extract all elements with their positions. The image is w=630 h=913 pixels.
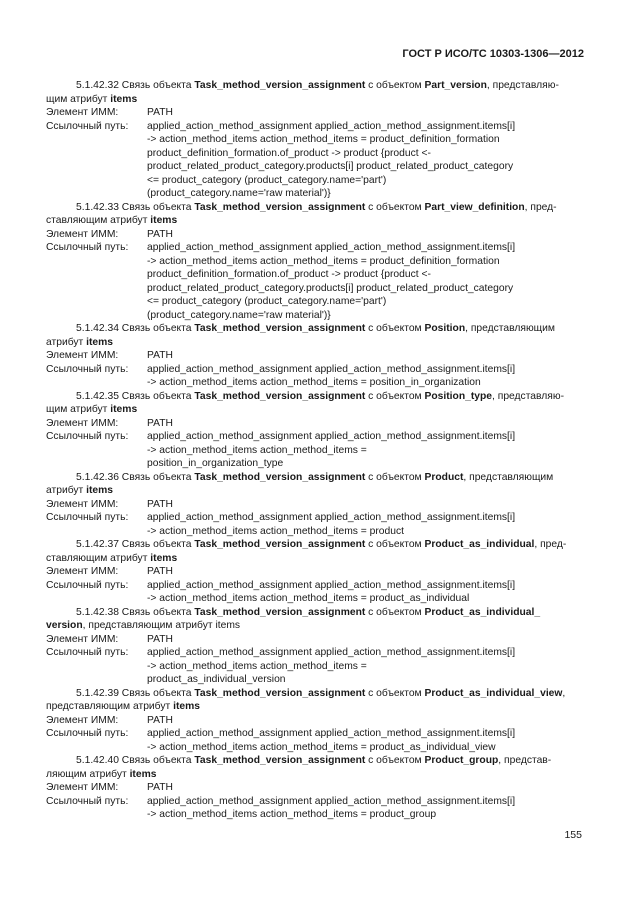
heading-text: , представляющим атрибут items bbox=[82, 620, 241, 631]
entity-name: Task_method_version_assignment bbox=[194, 539, 366, 550]
clause-section bbox=[46, 606, 586, 687]
mim-element-label: Элемент ИММ: bbox=[46, 417, 119, 429]
reference-path-row bbox=[46, 511, 586, 538]
entity-name: Task_method_version_assignment bbox=[194, 323, 366, 334]
reference-path-line: position_in_organization_type bbox=[147, 458, 284, 469]
heading-line bbox=[46, 322, 586, 336]
heading-line bbox=[46, 700, 586, 714]
reference-path-line: applied_action_method_assignment applied_action_method_assignment.items[i] bbox=[147, 120, 516, 132]
attribute-name: items bbox=[86, 336, 113, 348]
heading-line bbox=[46, 552, 586, 566]
mim-element-label: Элемент ИММ: bbox=[46, 566, 119, 577]
reference-path-line: -> action_method_items action_method_items = product bbox=[147, 525, 404, 537]
heading-text: с объектом bbox=[365, 755, 425, 766]
attribute-name: items bbox=[150, 215, 178, 226]
entity-name: Task_method_version_assignment bbox=[194, 390, 366, 402]
page-number: 155 bbox=[564, 829, 582, 841]
heading-text: , пред- bbox=[524, 201, 557, 213]
heading-line bbox=[46, 768, 586, 782]
heading-text: , представляю- bbox=[492, 390, 564, 402]
reference-path-line: applied_action_method_assignment applied_action_method_assignment.items[i] bbox=[147, 795, 516, 807]
reference-path-line: -> action_method_items action_method_items = bbox=[147, 444, 367, 456]
heading-line bbox=[46, 390, 586, 404]
heading-text: атрибут bbox=[46, 336, 87, 348]
entity-name: Position_type bbox=[424, 390, 493, 402]
reference-path-label: Ссылочный путь: bbox=[46, 512, 129, 523]
heading-text: , представляю- bbox=[486, 80, 559, 91]
reference-path-value bbox=[147, 795, 586, 822]
mim-element-label: Элемент ИММ: bbox=[46, 350, 119, 361]
reference-path-label: Ссылочный путь: bbox=[46, 120, 129, 132]
entity-name: Task_method_version_assignment bbox=[194, 201, 366, 213]
reference-path-line: -> action_method_items action_method_items = product_as_individual_view bbox=[147, 741, 496, 753]
entity-name: Part_version bbox=[424, 80, 487, 91]
reference-path-line: applied_action_method_assignment applied_action_method_assignment.items[i] bbox=[147, 363, 516, 375]
attribute-name: items bbox=[86, 485, 113, 496]
clause-section bbox=[46, 79, 586, 201]
mim-element-row bbox=[46, 714, 586, 728]
reference-path-value bbox=[147, 241, 586, 322]
heading-text: атрибут bbox=[46, 485, 87, 496]
heading-text: с объектом bbox=[365, 323, 425, 334]
entity-name: Task_method_version_assignment bbox=[194, 471, 366, 483]
entity-name: Task_method_version_assignment bbox=[194, 755, 366, 766]
mim-element-row bbox=[46, 349, 586, 363]
mim-element-value: PATH bbox=[147, 498, 173, 510]
attribute-name: version bbox=[46, 620, 83, 631]
mim-element-value: PATH bbox=[147, 350, 173, 361]
heading-text: с объектом bbox=[365, 539, 425, 550]
mim-element-label: Элемент ИММ: bbox=[46, 107, 119, 118]
reference-path-label: Ссылочный путь: bbox=[46, 647, 129, 658]
clause-section bbox=[46, 322, 586, 390]
reference-path-line: -> action_method_items action_method_items = bbox=[147, 660, 367, 672]
reference-path-line: applied_action_method_assignment applied_action_method_assignment.items[i] bbox=[147, 647, 516, 658]
heading-text: 5.1.42.38 Связь объекта bbox=[76, 606, 195, 618]
reference-path-label: Ссылочный путь: bbox=[46, 431, 129, 442]
heading-line bbox=[46, 606, 586, 620]
entity-name: Product_as_individual_view bbox=[424, 687, 563, 699]
attribute-name: items bbox=[110, 404, 138, 415]
heading-text: 5.1.42.36 Связь объекта bbox=[76, 471, 195, 483]
entity-name: Task_method_version_assignment bbox=[194, 687, 366, 699]
heading-text: 5.1.42.40 Связь объекта bbox=[76, 755, 195, 766]
reference-path-label: Ссылочный путь: bbox=[46, 242, 129, 253]
mim-element-value: PATH bbox=[147, 417, 173, 429]
heading-text: 5.1.42.34 Связь объекта bbox=[76, 323, 195, 334]
heading-text: с объектом bbox=[365, 390, 425, 402]
heading-text: 5.1.42.39 Связь объекта bbox=[76, 687, 195, 699]
reference-path-row bbox=[46, 241, 586, 322]
heading-line bbox=[46, 93, 586, 107]
reference-path-line: product_as_individual_version bbox=[147, 674, 286, 685]
reference-path-row bbox=[46, 120, 586, 201]
heading-line bbox=[46, 79, 586, 93]
reference-path-line: <= product_category (product_category.name='part') bbox=[147, 174, 387, 186]
mim-element-row bbox=[46, 228, 586, 242]
clause-heading bbox=[46, 754, 586, 781]
heading-text: щим атрибут bbox=[46, 93, 111, 105]
reference-path-row bbox=[46, 727, 586, 754]
reference-path-line: applied_action_method_assignment applied_action_method_assignment.items[i] bbox=[147, 728, 516, 739]
entity-name: Product_as_individual bbox=[424, 539, 535, 550]
reference-path-line: <= product_category (product_category.name='part') bbox=[147, 296, 387, 307]
attribute-name: items bbox=[129, 768, 157, 780]
reference-path-line: -> action_method_items action_method_items = product_as_individual bbox=[147, 593, 470, 604]
mim-element-value: PATH bbox=[147, 714, 173, 726]
heading-line bbox=[46, 214, 586, 228]
clause-heading bbox=[46, 201, 586, 228]
mim-element-row bbox=[46, 106, 586, 120]
heading-line bbox=[46, 538, 586, 552]
reference-path-row bbox=[46, 795, 586, 822]
reference-path-value bbox=[147, 511, 586, 538]
clause-section bbox=[46, 201, 586, 323]
mim-element-row bbox=[46, 498, 586, 512]
heading-text: с объектом bbox=[365, 471, 425, 483]
entity-name: Position bbox=[424, 323, 466, 334]
reference-path-line: -> action_method_items action_method_items = position_in_organization bbox=[147, 377, 481, 388]
heading-text: ставляющим атрибут bbox=[46, 552, 151, 564]
reference-path-row bbox=[46, 363, 586, 390]
reference-path-label: Ссылочный путь: bbox=[46, 795, 129, 807]
attribute-name: items bbox=[110, 93, 138, 105]
clause-section bbox=[46, 390, 586, 471]
clause-heading bbox=[46, 79, 586, 106]
heading-text: ляющим атрибут bbox=[46, 768, 130, 780]
heading-line bbox=[46, 619, 586, 633]
heading-text: , представляющим bbox=[463, 471, 554, 483]
reference-path-row bbox=[46, 579, 586, 606]
reference-path-line: product_definition_formation.of_product -> product {product <- bbox=[147, 147, 431, 159]
heading-text: 5.1.42.32 Связь объекта bbox=[76, 80, 195, 91]
mim-element-label: Элемент ИММ: bbox=[46, 714, 119, 726]
heading-text: , представляющим bbox=[465, 323, 555, 334]
reference-path-line: applied_action_method_assignment applied_action_method_assignment.items[i] bbox=[147, 512, 516, 523]
mim-element-value: PATH bbox=[147, 633, 173, 645]
reference-path-value bbox=[147, 363, 586, 390]
entity-name: Task_method_version_assignment bbox=[194, 80, 366, 91]
mim-element-row bbox=[46, 565, 586, 579]
clause-heading bbox=[46, 471, 586, 498]
heading-text: , bbox=[562, 687, 566, 699]
heading-text: 5.1.42.33 Связь объекта bbox=[76, 201, 195, 213]
clause-heading bbox=[46, 322, 586, 349]
reference-path-label: Ссылочный путь: bbox=[46, 728, 129, 739]
heading-line bbox=[46, 201, 586, 215]
heading-text: с объектом bbox=[365, 606, 425, 618]
heading-text: , пред- bbox=[534, 539, 567, 550]
heading-line bbox=[46, 403, 586, 417]
mim-element-label: Элемент ИММ: bbox=[46, 228, 119, 240]
mim-element-label: Элемент ИММ: bbox=[46, 633, 119, 645]
heading-text: 5.1.42.35 Связь объекта bbox=[76, 390, 195, 402]
clause-section bbox=[46, 754, 586, 822]
attribute-name: items bbox=[150, 552, 178, 564]
mim-element-value: PATH bbox=[147, 782, 173, 793]
heading-text: с объектом bbox=[365, 687, 425, 699]
clause-section bbox=[46, 538, 586, 606]
reference-path-line: -> action_method_items action_method_items = product_group bbox=[147, 809, 437, 820]
reference-path-value bbox=[147, 579, 586, 606]
reference-path-line: product_definition_formation.of_product -> product {product <- bbox=[147, 269, 431, 280]
mim-element-value: PATH bbox=[147, 228, 173, 240]
entity-name: Part_view_definition bbox=[424, 201, 525, 213]
reference-path-value bbox=[147, 120, 586, 201]
reference-path-line: applied_action_method_assignment applied_action_method_assignment.items[i] bbox=[147, 431, 516, 442]
heading-text: щим атрибут bbox=[46, 404, 111, 415]
clause-heading bbox=[46, 606, 586, 633]
entity-name: Product_group bbox=[424, 755, 499, 766]
clause-heading bbox=[46, 538, 586, 565]
reference-path-row bbox=[46, 646, 586, 687]
heading-text: 5.1.42.37 Связь объекта bbox=[76, 539, 195, 550]
heading-line bbox=[46, 687, 586, 701]
reference-path-line: (product_category.name='raw material')} bbox=[147, 188, 331, 199]
heading-text: , представ- bbox=[498, 755, 552, 766]
heading-text: с объектом bbox=[365, 201, 425, 213]
reference-path-value bbox=[147, 646, 586, 687]
mim-element-row bbox=[46, 633, 586, 647]
heading-line bbox=[46, 754, 586, 768]
clause-section bbox=[46, 471, 586, 539]
reference-path-line: -> action_method_items action_method_items = product_definition_formation bbox=[147, 255, 500, 267]
mim-element-row bbox=[46, 417, 586, 431]
attribute-name: items bbox=[173, 701, 200, 712]
mim-element-row bbox=[46, 781, 586, 795]
heading-text: с объектом bbox=[365, 80, 425, 91]
clause-heading bbox=[46, 687, 586, 714]
mim-element-label: Элемент ИММ: bbox=[46, 498, 119, 510]
heading-line bbox=[46, 471, 586, 485]
reference-path-value bbox=[147, 430, 586, 471]
clause-section bbox=[46, 687, 586, 755]
mim-element-value: PATH bbox=[147, 566, 173, 577]
entity-name: Product bbox=[424, 471, 464, 483]
heading-text: представляющим атрибут bbox=[46, 701, 174, 712]
reference-path-label: Ссылочный путь: bbox=[46, 579, 129, 591]
mim-element-value: PATH bbox=[147, 107, 173, 118]
reference-path-value bbox=[147, 727, 586, 754]
reference-path-label: Ссылочный путь: bbox=[46, 363, 129, 375]
clause-heading bbox=[46, 390, 586, 417]
reference-path-line: product_related_product_category.products[i] product_related_product_category bbox=[147, 282, 514, 294]
document-header: ГОСТ Р ИСО/ТС 10303-1306—2012 bbox=[402, 48, 584, 60]
reference-path-line: applied_action_method_assignment applied_action_method_assignment.items[i] bbox=[147, 242, 516, 253]
entity-name: Task_method_version_assignment bbox=[194, 606, 366, 618]
entity-name: Product_as_individual_ bbox=[424, 606, 541, 618]
reference-path-line: -> action_method_items action_method_items = product_definition_formation bbox=[147, 134, 500, 145]
heading-text: ставляющим атрибут bbox=[46, 215, 151, 226]
heading-line bbox=[46, 484, 586, 498]
reference-path-line: applied_action_method_assignment applied_action_method_assignment.items[i] bbox=[147, 579, 516, 591]
mim-element-label: Элемент ИММ: bbox=[46, 782, 119, 793]
heading-line bbox=[46, 336, 586, 350]
reference-path-line: (product_category.name='raw material')} bbox=[147, 309, 331, 321]
reference-path-line: product_related_product_category.products[i] product_related_product_category bbox=[147, 161, 514, 172]
reference-path-row bbox=[46, 430, 586, 471]
document-body bbox=[46, 79, 586, 822]
